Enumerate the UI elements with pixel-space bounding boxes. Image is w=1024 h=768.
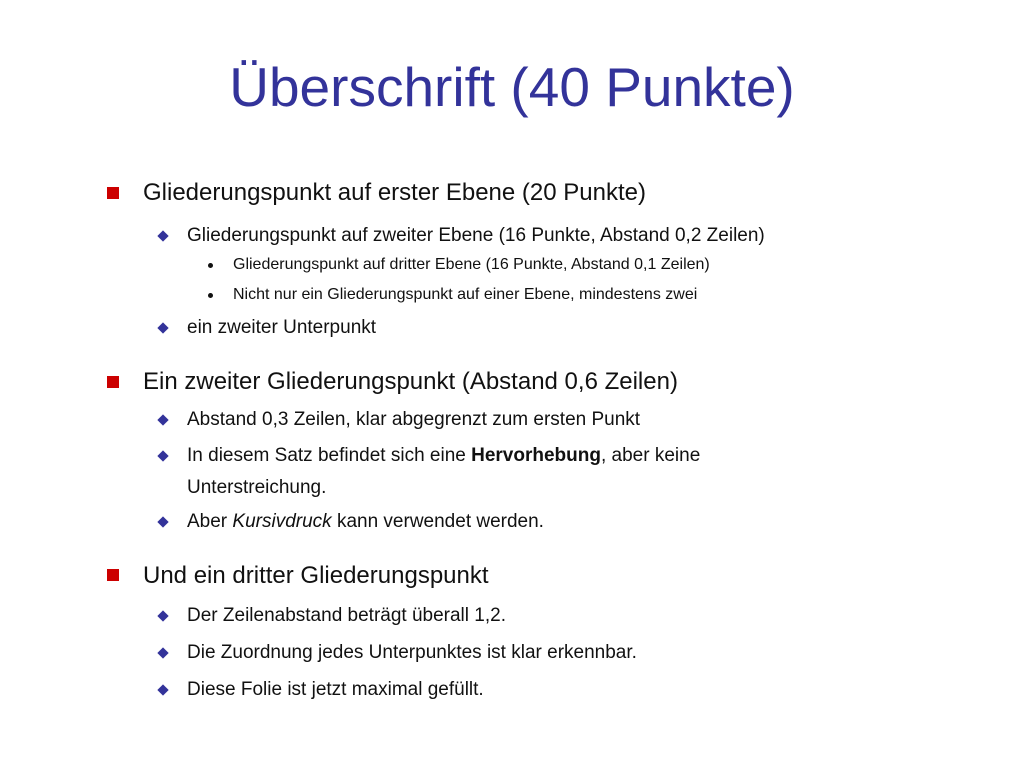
diamond-bullet-icon <box>157 414 168 425</box>
outline-item-level2: Diese Folie ist jetzt maximal gefüllt. <box>187 679 484 700</box>
slide-title: Überschrift (40 Punkte) <box>229 56 795 118</box>
text-run: , aber keine <box>600 445 701 466</box>
emphasis-italic: Kursivdruck <box>232 511 332 532</box>
diamond-bullet-icon <box>157 230 168 241</box>
diamond-bullet-icon <box>157 647 168 658</box>
emphasis-bold: Hervorhebung <box>471 445 601 466</box>
outline-item-level2 <box>187 444 700 468</box>
diamond-bullet-icon <box>157 322 168 333</box>
diamond-bullet-icon <box>157 684 168 695</box>
text-run: kann verwendet werden. <box>331 511 544 532</box>
outline-item-level2: ein zweiter Unterpunkt <box>187 317 377 338</box>
diamond-bullet-icon <box>157 516 168 527</box>
dot-bullet-icon <box>208 263 213 268</box>
outline-item-level1: Und ein dritter Gliederungspunkt <box>143 562 489 589</box>
outline-item-level2: Der Zeilenabstand beträgt überall 1,2. <box>187 605 506 626</box>
outline-item-level2 <box>187 510 544 534</box>
text-run: Aber <box>187 511 233 532</box>
outline-item-level1: Ein zweiter Gliederungspunkt (Abstand 0,6 Zeilen) <box>143 368 678 395</box>
outline-item-level3: Gliederungspunkt auf dritter Ebene (16 Punkte, Abstand 0,1 Zeilen) <box>233 256 710 273</box>
outline-item-level1: Gliederungspunkt auf erster Ebene (20 Punkte) <box>143 179 646 206</box>
diamond-bullet-icon <box>157 610 168 621</box>
outline-item-level3: Nicht nur ein Gliederungspunkt auf einer Ebene, mindestens zwei <box>233 286 698 303</box>
dot-bullet-icon <box>208 293 213 298</box>
square-bullet-icon <box>107 569 119 581</box>
outline-item-level2: Die Zuordnung jedes Unterpunktes ist klar erkennbar. <box>187 642 637 663</box>
square-bullet-icon <box>107 376 119 388</box>
outline-item-level2: Abstand 0,3 Zeilen, klar abgegrenzt zum ersten Punkt <box>187 409 641 430</box>
square-bullet-icon <box>107 187 119 199</box>
diamond-bullet-icon <box>157 450 168 461</box>
outline-item-level2: Gliederungspunkt auf zweiter Ebene (16 Punkte, Abstand 0,2 Zeilen) <box>187 225 765 246</box>
text-run: In diesem Satz befindet sich eine <box>187 445 472 466</box>
outline-item-continuation: Unterstreichung. <box>187 477 327 498</box>
